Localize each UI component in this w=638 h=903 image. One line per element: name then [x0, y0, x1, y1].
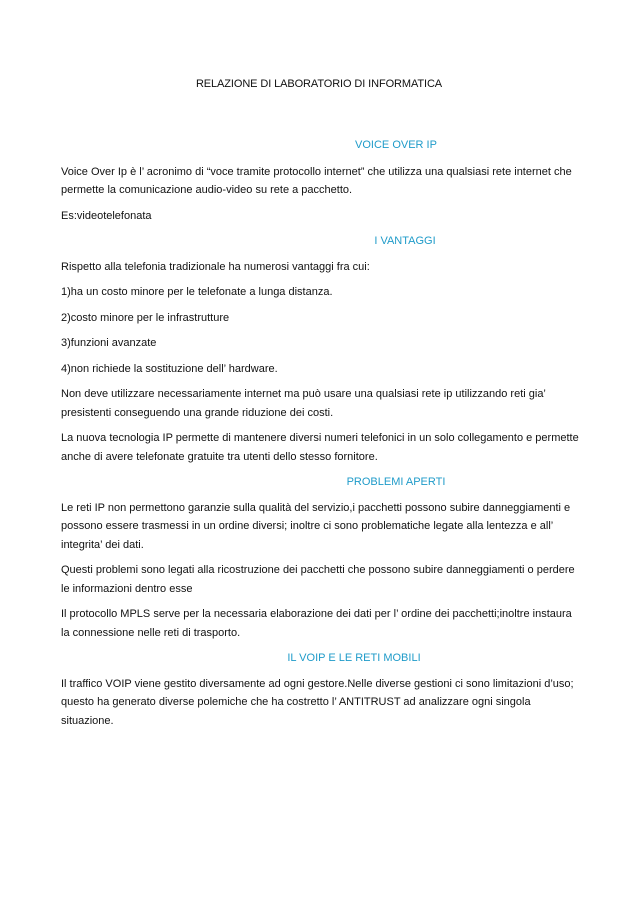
paragraph-voip-example: Es:videotelefonata	[61, 209, 152, 222]
paragraph-mobili-traffico: Il traffico VOIP viene gestito diversamente ad ogni gestore.Nelle diverse gestioni ci sono limitazioni d’uso; questo ha generato diverse polemiche che ha costretto l’ ANTITRUST ad analizzare ogni singola situazione.	[61, 677, 574, 727]
section-heading-problemi: PROBLEMI APERTI	[346, 476, 446, 488]
list-item: 1)ha un costo minore per le telefonate a lunga distanza.	[61, 286, 333, 298]
list-item: 2)costo minore per le infrastrutture	[61, 311, 230, 324]
list-item: 3)funzioni avanzate	[61, 337, 157, 349]
paragraph-vantaggi-tecnologia: La nuova tecnologia IP permette di mantenere diversi numeri telefonici in un solo collegamento e permette anche di avere telefonate gratuite tra utenti dello stesso fornitore.	[61, 432, 579, 463]
section-heading-mobili: IL VOIP E LE RETI MOBILI	[287, 652, 421, 664]
section-heading-vantaggi: I VANTAGGI	[374, 235, 436, 247]
paragraph-problemi-mpls: Il protocollo MPLS serve per la necessaria elaborazione dei dati per l’ ordine dei pacchetti;inoltre instaura la connessione nelle reti di trasporto.	[61, 608, 572, 639]
list-item: 4)non richiede la sostituzione dell’ hardware.	[61, 362, 278, 375]
document-title: RELAZIONE DI LABORATORIO DI INFORMATICA	[195, 78, 443, 90]
document-body	[61, 136, 581, 737]
paragraph-vantaggi-intro: Rispetto alla telefonia tradizionale ha numerosi vantaggi fra cui:	[61, 260, 370, 273]
paragraph-vantaggi-reti: Non deve utilizzare necessariamente internet ma può usare una qualsiasi rete ip utilizzando reti gia’ presistenti conseguendo una grande riduzione dei costi.	[61, 388, 546, 419]
paragraph-voip-definition: Voice Over Ip è l’ acronimo di “voce tramite protocollo internet” che utilizza una qualsiasi rete internet che permette la comunicazione audio-video su rete a pacchetto.	[61, 165, 572, 196]
paragraph-problemi-garanzie: Le reti IP non permettono garanzie sulla qualità del servizio,i pacchetti possono subire danneggiamenti e possono essere trasmessi in un ordine diversi; inoltre ci sono problematiche legate alla lentezza e all’ integrita’ dei dati.	[61, 501, 571, 551]
section-heading-voip: VOICE OVER IP	[355, 139, 437, 151]
paragraph-problemi-ricostruzione: Questi problemi sono legati alla ricostruzione dei pacchetti che possono subire danneggiamenti o perdere le informazioni dentro esse	[61, 564, 575, 595]
